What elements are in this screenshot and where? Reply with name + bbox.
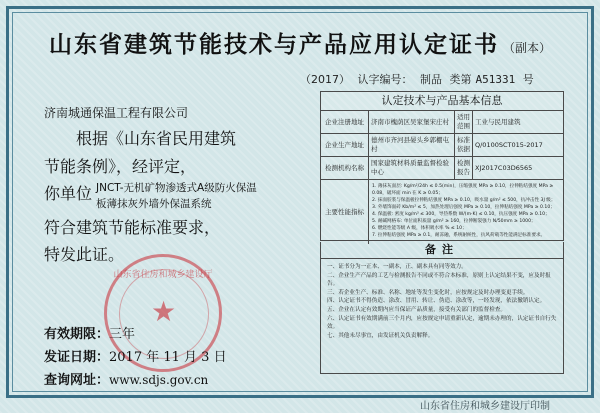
scope-value: 工业与民用建筑 <box>475 117 521 126</box>
note-item: 三、若企业生产、标准、名称、地址等发生变化时，应按规定及时办理变更手续。 <box>327 289 529 296</box>
issue-date <box>44 346 227 365</box>
spec-item: 6. 燃烧性能等级 A 级，体积吸水率 % ≤ 10； <box>372 226 467 231</box>
cert-number <box>300 71 538 87</box>
seal-text: 山东省住房和城乡建设厅 <box>113 270 213 280</box>
table-row <box>321 157 563 180</box>
spec-item: 4. 保温板: 密度 kg/m³ ≤ 300，导热系数 W/(m·K) ≤ 0.10，抗压强度 MPa ≥ 0.10； <box>372 212 550 217</box>
body-line-1: 根据《山东省民用建筑 <box>76 129 237 148</box>
body-line-4: 符合建筑节能标准要求， <box>44 218 221 237</box>
cert-suffix: 号 <box>522 73 534 86</box>
note-item: 四、认定证书不得伪造、涂改、冒用、转让、伪造、涂改等，一经发现，依法撤销认定。 <box>327 298 546 305</box>
production-address-label: 企业生产地址 <box>321 134 369 156</box>
issue-date-label: 发证日期： <box>44 350 110 365</box>
notes-box <box>320 242 564 374</box>
body-line-3-prefix: 你单位 <box>44 184 93 203</box>
title-row <box>0 26 600 58</box>
note-item: 二、企业生产产品的工艺与检测报告不同或不符合本标准，原则上认定结果不变，应及时报告。 <box>327 272 551 288</box>
test-institution-value: 国家建筑材料质量监督检验中心 <box>369 157 455 179</box>
spec-item: 2. 抹面胶浆与保温板拉伸粘结强度 MPa ≥ 0.10，吸水量 g/m² ≤ 500，抗冲击性 3J 级； <box>372 198 556 203</box>
issue-date-value: 2017 年 11 月 3 日 <box>109 350 227 365</box>
registered-address-value: 济南市槐荫区吴家堡宋庄村 <box>369 111 455 133</box>
copy-label: （副本） <box>502 41 551 55</box>
query-site <box>44 369 208 388</box>
validity-value: 三年 <box>109 327 136 342</box>
note-item: 一、证书分为一正本、一副本，正、副本具有同等效力。 <box>327 264 467 270</box>
certificate-title: 山东省建筑节能技术与产品应用认定证书 <box>48 31 499 58</box>
cert-prefix-label: 认字编号： <box>357 73 413 86</box>
query-site-label: 查询网址： <box>44 373 110 388</box>
cert-year: （2017） <box>300 73 350 86</box>
printer-footer: 山东省住房和城乡建设厅印制 <box>420 401 550 412</box>
note-item: 七、其他未尽事宜，由发证机关负责解释。 <box>327 332 434 339</box>
specs-list <box>369 180 563 244</box>
registered-address-label: 企业注册地址 <box>321 111 369 133</box>
seal-star-icon: ★ <box>151 295 177 328</box>
production-address-value: 德州市齐河县晏头乡郭棚屯村 <box>369 134 455 156</box>
validity-label: 有效期限： <box>44 327 110 342</box>
note-item: 六、认定证书有效期满前三个月内，应按规定申请重新认定，逾期未办理的，认定证书自行失效。 <box>327 315 557 331</box>
body-line-2: 节能条例》，经评定， <box>44 157 197 176</box>
spec-item: 1. 薄抹灰面层: Kg/m²/24h ≤ 0.5(min)，压缩强度 MPa ≥ 0.10，拉伸粘结强度 MPa ≥ 0.08，破坏面 min 在 K ≥ 0.05； <box>372 184 554 196</box>
product-name-line-1: JNCT-无机矿物渗透式A级防火保温 <box>96 182 257 194</box>
test-institution-label: 检测机构名称 <box>321 157 369 179</box>
query-site-value: www.sdjs.gov.cn <box>109 373 209 387</box>
table-row <box>321 134 563 157</box>
table-row <box>321 111 563 134</box>
cert-class-label: 类第 <box>449 73 472 86</box>
standard-label: 标准依据 <box>455 134 473 156</box>
scope-label: 适用范围 <box>455 111 473 133</box>
test-report-label: 检测报告 <box>455 157 473 179</box>
cert-category: 制品 <box>420 73 442 86</box>
info-table-header: 认定技术与产品基本信息 <box>321 92 563 111</box>
standard-value: Q/0100SCT015-2017 <box>475 140 543 149</box>
product-name-line-2: 板薄抹灰外墙外保温系统 <box>96 198 212 210</box>
cert-number-value: A51331 <box>475 73 516 86</box>
company-name: 济南城通保温工程有限公司 <box>44 106 189 120</box>
note-item: 五、企业在认定有效期内应当保证产品质量，接受有关部门的监督检查。 <box>327 306 507 313</box>
spec-item: 3. 外墙饰面砖 Kb/m² ≤ 5，加热处理后强度 MPa ≥ 0.10，拉伸粘结强度 MPa ≥ 0.10； <box>372 205 555 210</box>
spec-item: 5. 耐碱网格布: 单位面积质量 g/m² ≥ 160，拉伸断裂强力 N/50mm ≥ 1000； <box>372 219 536 224</box>
table-row-specs <box>321 180 563 244</box>
specs-label: 主要性能指标 <box>321 180 369 244</box>
spec-item: 7. 拉伸粘结强度 MPa ≥ 0.1，耐冻融，系统耐候性，抗风荷载等性能满足标准要求。 <box>372 233 546 238</box>
test-report-value: XJ2017C03D6565 <box>475 163 533 172</box>
validity <box>44 323 135 342</box>
body-line-5: 特发此证。 <box>44 245 125 264</box>
info-table <box>320 91 564 241</box>
notes-title: 备注 <box>321 242 563 259</box>
